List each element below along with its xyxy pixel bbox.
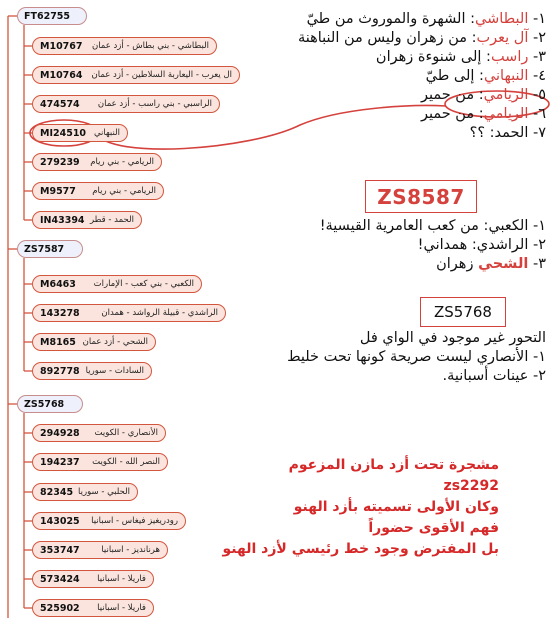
node-label: الراشدي - قبيلة الرواشد - همدان <box>101 308 218 318</box>
node-code: 474574 <box>40 98 80 110</box>
node-label: الراسبي - بني راسب - أزد عمان <box>97 99 212 109</box>
node-label: السادات - سوريا <box>85 366 144 376</box>
node-code: M10764 <box>40 69 83 81</box>
node-code: 525902 <box>40 602 80 614</box>
node-code: 143025 <box>40 515 80 527</box>
node-label: رودريغيز فيغاس - اسبانيا <box>91 516 178 526</box>
tree-node-group-zs5768[interactable] <box>17 395 83 413</box>
node-label: الأنصاري - الكويت <box>94 428 158 438</box>
red-line-2: zs2292 <box>443 478 499 494</box>
node-label: الشحي - أزد عمان <box>82 337 148 347</box>
code-box-zs8587 <box>365 180 477 213</box>
node-code: IN43394 <box>40 214 85 226</box>
node-code: 294928 <box>40 427 80 439</box>
node-code: 892778 <box>40 365 80 377</box>
tree-node[interactable] <box>32 512 186 530</box>
node-label: فاريلا - اسبانيا <box>97 574 146 584</box>
node-code: 143278 <box>40 307 80 319</box>
node-label: الكعبي - بني كعب - الإمارات <box>93 279 194 289</box>
red-line-4: فهم الأقوى حضوراً <box>368 520 499 536</box>
tree-node[interactable] <box>32 333 156 351</box>
note-line-2: ٢- الراشدي: همداني! <box>417 237 546 253</box>
note-line-6: ٦- الريامي: من حمير <box>420 106 546 122</box>
tree-node[interactable] <box>32 599 154 617</box>
node-label: الريامي - بني ريام <box>92 186 156 196</box>
tree-node[interactable] <box>32 182 164 200</box>
node-label: النبهاني <box>93 128 120 138</box>
notes-ft62755 <box>226 10 546 143</box>
node-label: ال يعرب - اليعاربة السلاطين - أزد عمان <box>91 70 232 80</box>
red-line-5: بل المفترض وجود خط رئيسي لأزد الهنو <box>222 541 499 557</box>
tree-node[interactable] <box>32 424 166 442</box>
tree-node[interactable] <box>32 541 168 559</box>
tree-node[interactable] <box>32 453 168 471</box>
code-box-zs5768 <box>420 297 506 327</box>
tree-node[interactable] <box>32 95 220 113</box>
node-code: 82345 <box>40 486 74 498</box>
node-code: 279239 <box>40 156 80 168</box>
node-code: ZS7587 <box>24 243 65 255</box>
tree-node-group-zs7587[interactable] <box>17 240 83 258</box>
tree-node[interactable] <box>32 570 154 588</box>
notes-zs8587 <box>226 217 546 274</box>
note-line-3: ٣- الشحي زهران <box>436 256 546 272</box>
node-code: 194237 <box>40 456 80 468</box>
node-label: الريامي - بني ريام <box>90 157 154 167</box>
node-code: MI24510 <box>40 127 87 139</box>
tree-node[interactable] <box>32 275 202 293</box>
node-code: M6463 <box>40 278 76 290</box>
node-code: M10767 <box>40 40 83 52</box>
note-line-7: ٧- الحمد: ؟؟ <box>469 125 546 141</box>
note-line-1: ١- البطاشي: الشهرة والموروث من طيّ <box>306 11 546 27</box>
node-code: M9577 <box>40 185 76 197</box>
note-line-3: ٣- راسب: إلى شنوءة زهران <box>375 49 546 65</box>
node-code: 573424 <box>40 573 80 585</box>
tree-node[interactable] <box>32 362 152 380</box>
note-line-1: ١- الأنصاري ليست صريحة كونها تحت خليط <box>287 349 546 365</box>
node-label: الحمد - قطر <box>89 215 134 225</box>
node-code: ZS5768 <box>24 398 65 410</box>
node-code: 353747 <box>40 544 80 556</box>
tree-node[interactable] <box>32 66 240 84</box>
code-box-text: ZS8587 <box>377 184 465 209</box>
tree-node[interactable] <box>32 483 138 501</box>
note-line-5: ٥- الريامي: من حمير <box>420 87 546 103</box>
tree-node[interactable] <box>32 153 162 171</box>
node-label: هرنانديز - اسبانيا <box>101 545 160 555</box>
node-code: FT62755 <box>24 10 71 22</box>
red-commentary <box>199 455 499 560</box>
tree-node[interactable] <box>32 37 217 55</box>
tree-node[interactable] <box>32 211 142 229</box>
note-line-1: ١- الكعبي: من كعب العامرية القيسية! <box>319 218 546 234</box>
node-label: النصر الله - الكويت <box>92 457 160 467</box>
code-box-text: ZS5768 <box>434 303 492 321</box>
node-label: الحلبي - سوريا <box>78 487 130 497</box>
note-line-4: ٤- النبهاني: إلى طيّ <box>425 68 546 84</box>
node-code: M8165 <box>40 336 76 348</box>
note-line-2: ٢- عينات أسبانية. <box>442 368 546 384</box>
node-label: فاريلا - اسبانيا <box>97 603 146 613</box>
note-line-2: ٢- آل يعرب: من زهران وليس من النباهنة <box>297 30 546 46</box>
notes-zs5768 <box>226 329 546 386</box>
tree-node-group-ft62755[interactable] <box>17 7 87 25</box>
tree-node[interactable] <box>32 124 128 142</box>
note-line-0: التحور غير موجود في الواي فل <box>359 330 546 346</box>
node-label: البطاشي - بني بطاش - أزد عمان <box>91 41 209 51</box>
tree-node[interactable] <box>32 304 226 322</box>
red-line-1: مشجرة تحت أزد مازن المزعوم <box>288 457 499 473</box>
red-line-3: وكان الأولى تسميته بأزد الهنو <box>293 499 499 515</box>
